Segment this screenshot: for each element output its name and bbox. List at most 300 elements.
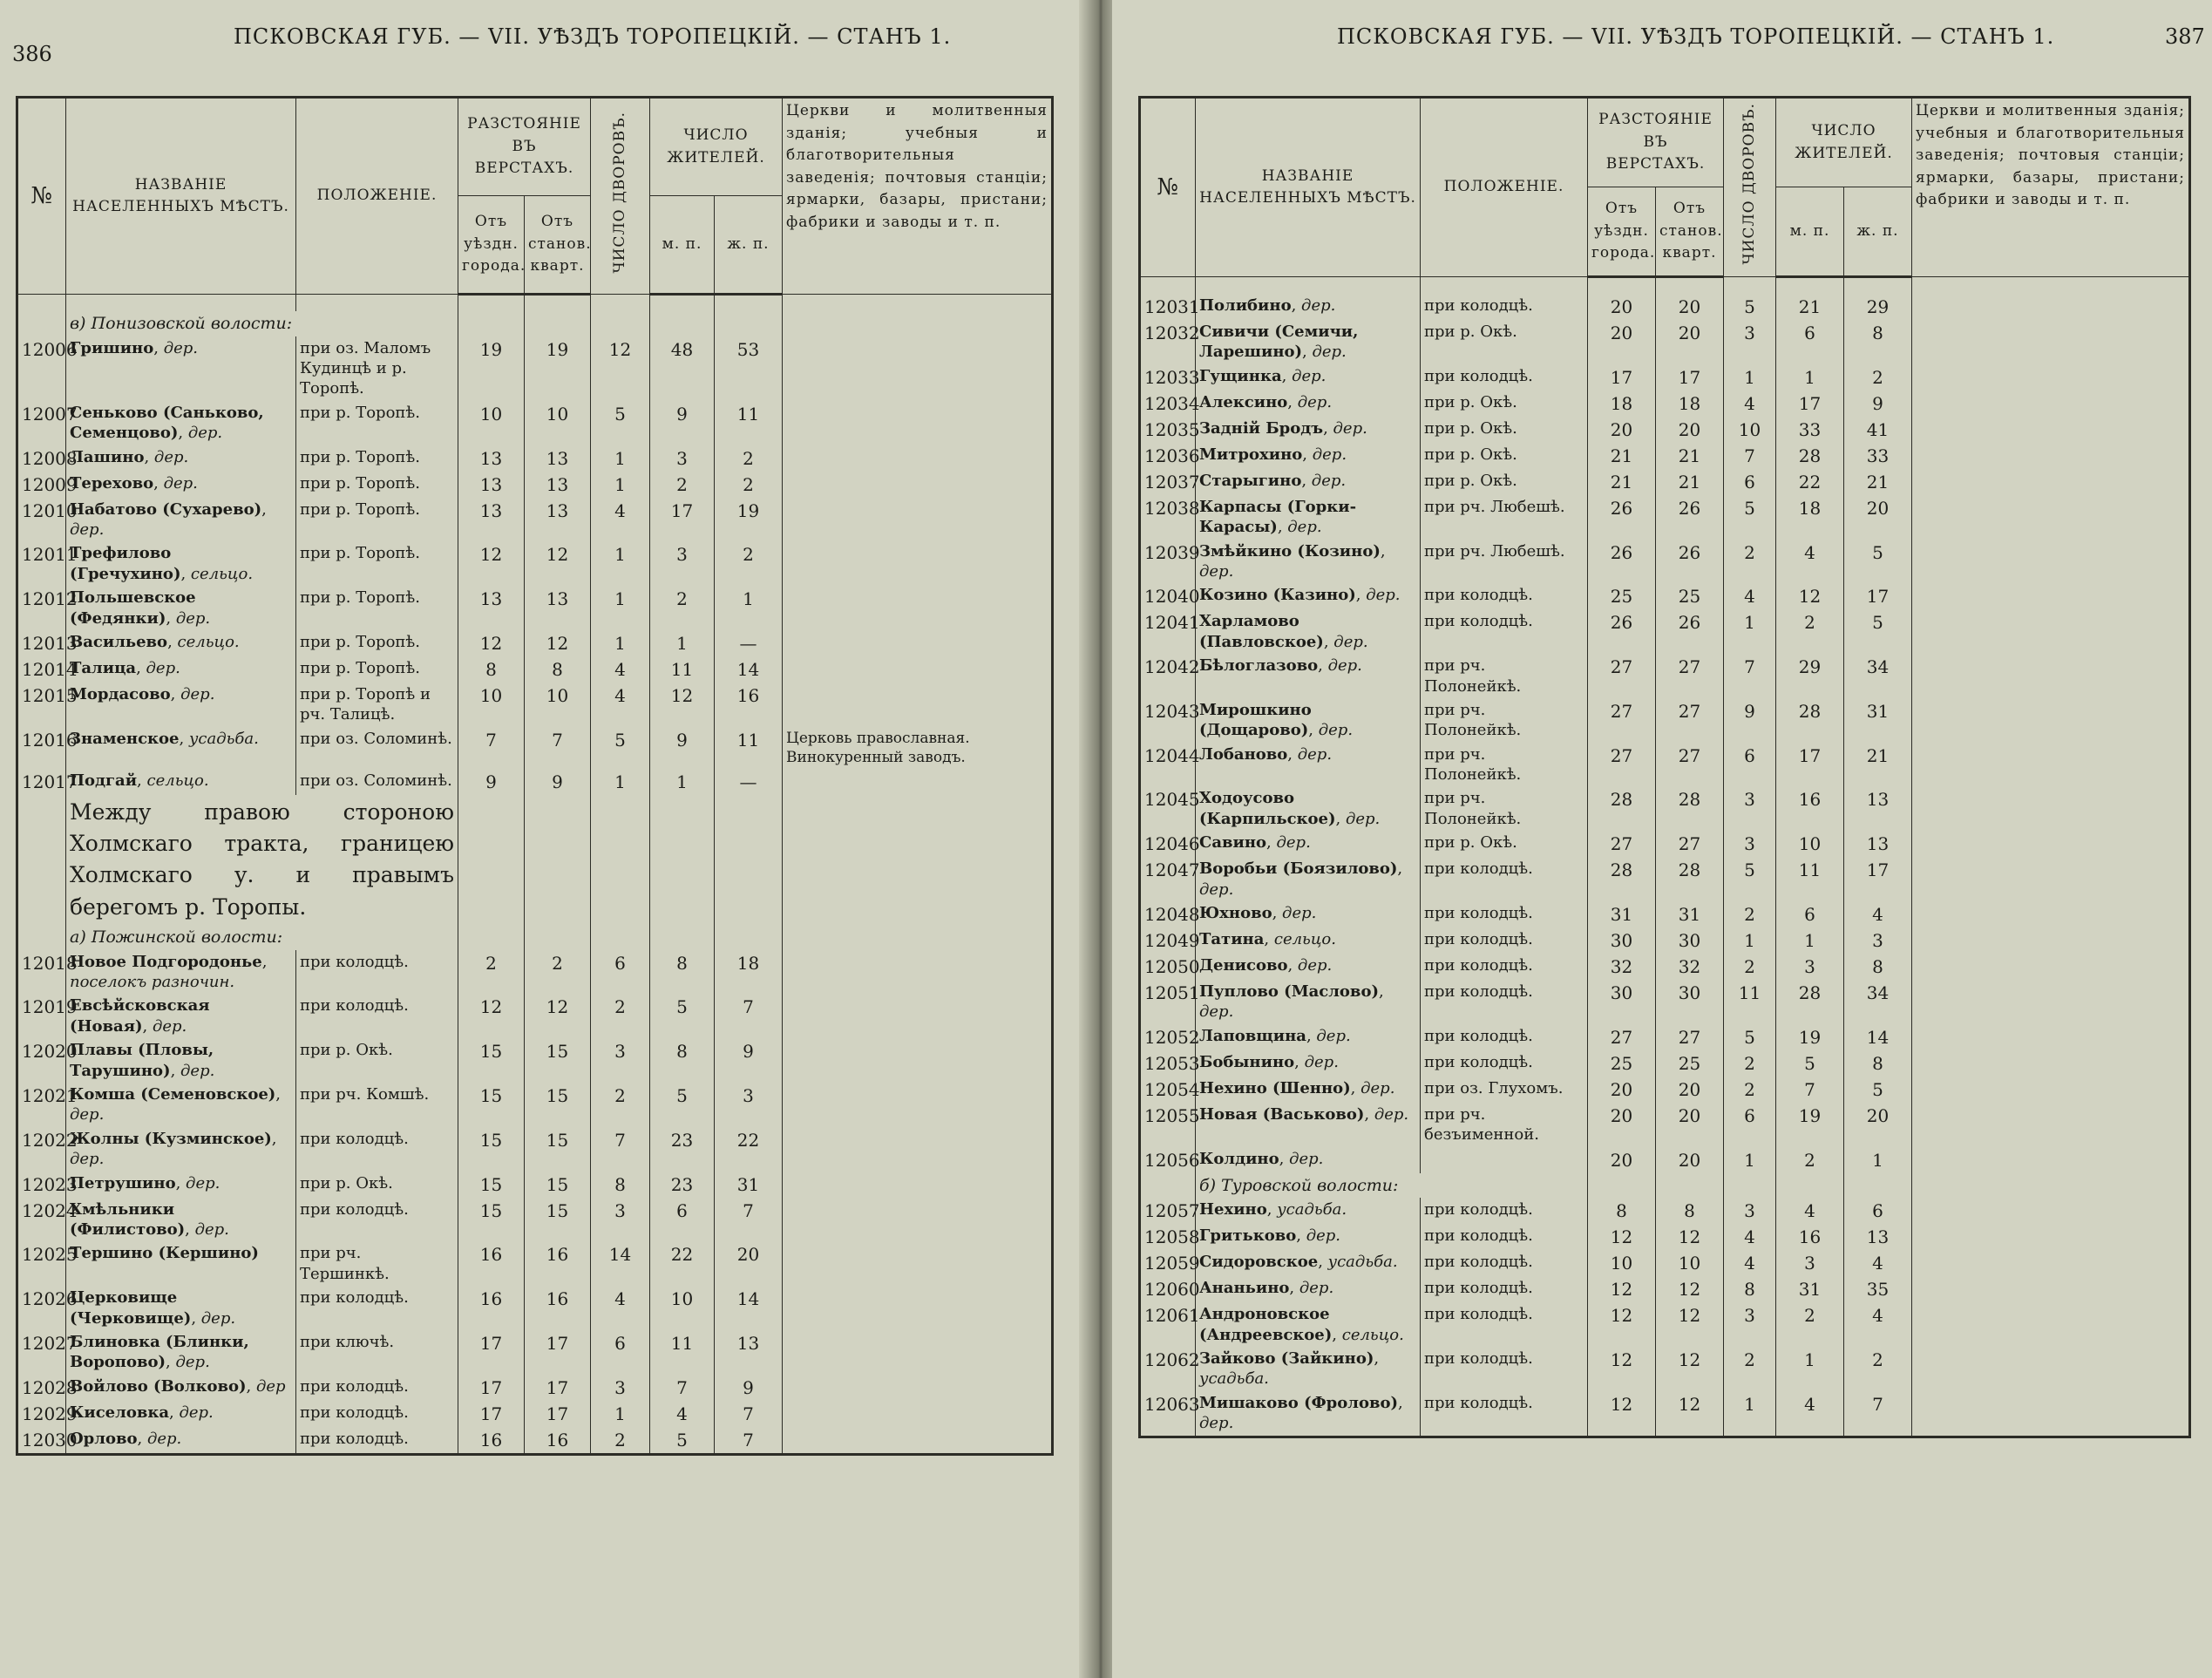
- notes: [1912, 1198, 2190, 1224]
- distance-stan: 28: [1656, 857, 1724, 901]
- female-count: 13: [1844, 831, 1912, 857]
- position: при колодцѣ.: [1421, 294, 1588, 320]
- table-row: [1140, 901, 2190, 927]
- position: при р. Окѣ.: [1421, 417, 1588, 443]
- settlement-type: дер.: [163, 338, 199, 357]
- row-number: 12035: [1140, 417, 1196, 443]
- place-name: [66, 1127, 296, 1172]
- male-count: 1: [1776, 1347, 1844, 1391]
- row-number: 12030: [17, 1427, 66, 1455]
- settlement-type: дер.: [1311, 471, 1347, 490]
- position: при оз. Маломъ Кудинцѣ и р. Торопѣ.: [296, 336, 458, 401]
- empty-cell: [715, 795, 783, 925]
- spacer-row: [1140, 277, 2190, 295]
- yard-count: 2: [591, 1083, 650, 1127]
- male-count: 4: [1776, 540, 1844, 584]
- name-separator: ,: [153, 338, 164, 357]
- table-row: [1140, 583, 2190, 609]
- settlement-type: дер.: [1299, 1279, 1334, 1298]
- empty-cell: [1912, 1173, 2190, 1199]
- col-header-dist-town: Отъ уѣздн. города.: [458, 196, 525, 295]
- position: при р. Окѣ.: [1421, 831, 1588, 857]
- distance-town: 12: [1588, 1276, 1656, 1302]
- distance-town: 12: [458, 541, 525, 586]
- female-count: 13: [715, 1330, 783, 1375]
- yard-count: 3: [1724, 831, 1776, 857]
- yard-count: 2: [1724, 954, 1776, 980]
- place-name-text: Войлово (Волково): [70, 1376, 247, 1396]
- settlement-type: дер.: [200, 1308, 236, 1328]
- distance-town: 21: [1588, 469, 1656, 495]
- notes: Церковь православная. Винокуренный заводъ.: [783, 727, 1053, 769]
- female-count: 17: [1844, 583, 1912, 609]
- empty-cell: [783, 925, 1053, 950]
- place-name: [1196, 469, 1421, 495]
- table-row: [1140, 654, 2190, 698]
- distance-stan: 12: [1656, 1391, 1724, 1437]
- distance-town: 15: [458, 1127, 525, 1172]
- place-name: [66, 1330, 296, 1375]
- distance-town: 30: [1588, 927, 1656, 954]
- position: при колодцѣ.: [1421, 857, 1588, 901]
- place-name-text: Талица: [70, 658, 137, 677]
- male-count: 2: [650, 472, 715, 498]
- settlement-type: сельцо.: [1273, 930, 1336, 949]
- name-separator: ,: [1364, 1104, 1374, 1124]
- running-head: ПСКОВСКАЯ ГУБ. — VII. УѢЗДЪ ТОРОПЕЦКІЙ. — СТАНЪ 1.: [234, 24, 952, 49]
- settlement-type: дер: [255, 1376, 286, 1396]
- spacer-cell: [783, 295, 1053, 312]
- name-separator: ,: [271, 1129, 277, 1148]
- place-name-text: Полибино: [1199, 296, 1292, 315]
- male-count: 4: [1776, 1198, 1844, 1224]
- name-separator: ,: [166, 1353, 176, 1372]
- table-row: [1140, 1250, 2190, 1276]
- settlement-type: дер.: [1297, 392, 1333, 411]
- row-number: 12054: [1140, 1077, 1196, 1103]
- settlement-type: дер.: [1199, 561, 1234, 581]
- table-row: [17, 586, 1053, 630]
- yard-count: 10: [1724, 417, 1776, 443]
- place-name-text: Орлово: [70, 1429, 138, 1448]
- notes: [1912, 743, 2190, 787]
- notes: [1912, 857, 2190, 901]
- yard-count: 7: [1724, 443, 1776, 469]
- table-row: [1140, 1077, 2190, 1103]
- row-number: 12050: [1140, 954, 1196, 980]
- yard-count: 2: [1724, 1077, 1776, 1103]
- place-name-text: Жолны (Кузминское): [70, 1129, 272, 1148]
- yard-count: 4: [591, 683, 650, 727]
- position: при колодцѣ.: [1421, 1050, 1588, 1077]
- yard-count: 3: [1724, 786, 1776, 831]
- name-separator: ,: [1287, 744, 1298, 764]
- row-number: 12048: [1140, 901, 1196, 927]
- position: при рч. Любешѣ.: [1421, 495, 1588, 540]
- distance-stan: 13: [525, 498, 591, 542]
- distance-stan: 21: [1656, 469, 1724, 495]
- distance-town: 16: [458, 1286, 525, 1330]
- position: при р. Торопѣ.: [296, 498, 458, 542]
- distance-town: 20: [1588, 294, 1656, 320]
- table-row: [1140, 1173, 2190, 1199]
- yard-count: 5: [591, 727, 650, 769]
- place-name-text: Карпасы (Горки-Карасы): [1199, 497, 1357, 537]
- position: при колодцѣ.: [296, 1286, 458, 1330]
- position: при колодцѣ.: [1421, 1198, 1588, 1224]
- settlement-type: дер.: [1297, 956, 1333, 975]
- place-name: [66, 1427, 296, 1455]
- name-separator: ,: [1291, 296, 1302, 315]
- distance-stan: 20: [1656, 1103, 1724, 1147]
- notes: [783, 498, 1053, 542]
- section-heading: Между правою стороною Холмскаго тракта, границею Холмскаго у. и правымъ берегомъ р. Торопы.: [66, 795, 458, 925]
- distance-town: 18: [1588, 391, 1656, 417]
- distance-town: 17: [458, 1375, 525, 1401]
- female-count: 8: [1844, 1050, 1912, 1077]
- female-count: 5: [1844, 609, 1912, 654]
- settlement-type: дер.: [1316, 1026, 1351, 1045]
- place-name: [1196, 1250, 1421, 1276]
- spacer-cell: [66, 295, 296, 312]
- spacer-cell: [1776, 277, 1844, 295]
- place-name: [66, 1198, 296, 1242]
- notes: [1912, 1050, 2190, 1077]
- settlement-type: дер.: [1304, 1052, 1339, 1071]
- col-header-distance: РАЗСТОЯНІЕ ВЪ ВЕРСТАХЪ.: [458, 98, 591, 196]
- male-count: 8: [650, 1038, 715, 1083]
- notes: [783, 541, 1053, 586]
- row-number: 12041: [1140, 609, 1196, 654]
- settlement-type: дер.: [175, 1353, 210, 1372]
- spacer-cell: [715, 295, 783, 312]
- register-table: [16, 96, 1054, 1456]
- settlement-type: дер.: [1199, 1002, 1234, 1022]
- female-count: 3: [715, 1083, 783, 1127]
- table-row: [17, 925, 1053, 950]
- row-number: 12006: [17, 336, 66, 401]
- distance-stan: 7: [525, 727, 591, 769]
- row-number: 12058: [1140, 1224, 1196, 1250]
- notes: [1912, 927, 2190, 954]
- position: при колодцѣ.: [1421, 954, 1588, 980]
- settlement-type: дер.: [1318, 721, 1354, 740]
- yard-count: 9: [1724, 698, 1776, 743]
- male-count: 4: [1776, 1391, 1844, 1437]
- name-separator: ,: [1335, 809, 1346, 828]
- yard-count: 4: [1724, 1250, 1776, 1276]
- position: при колодцѣ.: [1421, 1347, 1588, 1391]
- distance-stan: 20: [1656, 417, 1724, 443]
- settlement-type: дер.: [186, 1173, 221, 1192]
- place-name: [1196, 1198, 1421, 1224]
- place-name-text: Евсѣйсковская (Новая): [70, 996, 210, 1036]
- yard-count: 4: [591, 498, 650, 542]
- settlement-type: дер.: [152, 1016, 187, 1036]
- male-count: 3: [1776, 1250, 1844, 1276]
- position: при колодцѣ.: [1421, 583, 1588, 609]
- place-name-text: Ананьино: [1199, 1279, 1290, 1298]
- distance-stan: 27: [1656, 654, 1724, 698]
- name-separator: ,: [1266, 833, 1277, 853]
- place-name: [66, 1401, 296, 1427]
- place-name-text: Сидоровское: [1199, 1253, 1319, 1272]
- distance-town: 17: [1588, 364, 1656, 391]
- place-name: [66, 1172, 296, 1198]
- col-header-notes: Церкви и молитвенныя зданія; учебныя и благотворительныя заведенія; почтовыя станціи; ярмарки, базары, пристани; фабрики и заводы и т. п.: [1912, 98, 2190, 277]
- male-count: 23: [650, 1127, 715, 1172]
- table-row: [1140, 980, 2190, 1024]
- place-name: [66, 630, 296, 656]
- place-name-text: Лаповщина: [1199, 1026, 1306, 1045]
- table-row: [17, 950, 1053, 995]
- place-name-text: Новое Подгородонье: [70, 952, 262, 971]
- distance-town: 28: [1588, 857, 1656, 901]
- table-row: [17, 630, 1053, 656]
- distance-town: 12: [1588, 1224, 1656, 1250]
- col-header-population: ЧИСЛО ЖИТЕЛЕЙ.: [650, 98, 783, 196]
- row-number: 12021: [17, 1083, 66, 1127]
- distance-stan: 30: [1656, 980, 1724, 1024]
- distance-town: 20: [1588, 1147, 1656, 1173]
- place-name-text: Юхново: [1199, 904, 1272, 923]
- female-count: 33: [1844, 443, 1912, 469]
- distance-town: 21: [1588, 443, 1656, 469]
- distance-town: 15: [458, 1083, 525, 1127]
- place-name-text: Харламово (Павловское): [1199, 612, 1324, 651]
- position: при колодцѣ.: [1421, 927, 1588, 954]
- volost-heading: б) Туровской волости:: [1196, 1173, 1588, 1199]
- empty-cell: [1588, 1173, 1656, 1199]
- settlement-type: усадьба.: [1199, 1369, 1269, 1389]
- distance-town: 13: [458, 498, 525, 542]
- distance-town: 27: [1588, 698, 1656, 743]
- place-name-text: Мирошкино (Дощарово): [1199, 700, 1312, 740]
- male-count: 3: [650, 445, 715, 472]
- position: при рч. безъименной.: [1421, 1103, 1588, 1147]
- name-separator: ,: [179, 729, 189, 748]
- place-name: [66, 769, 296, 795]
- yard-count: 5: [591, 401, 650, 445]
- place-name-text: Нехино: [1199, 1200, 1267, 1219]
- distance-stan: 12: [1656, 1276, 1724, 1302]
- distance-stan: 9: [525, 769, 591, 795]
- row-number: 12033: [1140, 364, 1196, 391]
- name-separator: ,: [185, 1219, 195, 1239]
- place-name: [1196, 294, 1421, 320]
- female-count: 31: [1844, 698, 1912, 743]
- male-count: 28: [1776, 443, 1844, 469]
- distance-stan: 12: [1656, 1224, 1724, 1250]
- place-name-text: Васильево: [70, 632, 168, 651]
- name-separator: ,: [1374, 1349, 1380, 1369]
- place-name-text: Зайково (Зайкино): [1199, 1349, 1374, 1369]
- male-count: 29: [1776, 654, 1844, 698]
- col-header-name: НАЗВАНІЕ НАСЕЛЕННЫХЪ МѢСТЪ.: [1196, 98, 1421, 277]
- empty-cell: [591, 925, 650, 950]
- table-row: [1140, 364, 2190, 391]
- row-number: 12042: [1140, 654, 1196, 698]
- position: при колодцѣ.: [296, 950, 458, 995]
- col-header-name: НАЗВАНІЕ НАСЕЛЕННЫХЪ МѢСТЪ.: [66, 98, 296, 295]
- male-count: 1: [1776, 927, 1844, 954]
- table-body: [17, 295, 1053, 1455]
- male-count: 12: [1776, 583, 1844, 609]
- row-number: 12014: [17, 656, 66, 683]
- distance-town: 10: [1588, 1250, 1656, 1276]
- row-number: 12052: [1140, 1024, 1196, 1050]
- female-count: 20: [1844, 1103, 1912, 1147]
- distance-stan: 13: [525, 445, 591, 472]
- male-count: 5: [1776, 1050, 1844, 1077]
- name-separator: ,: [1294, 1052, 1305, 1071]
- place-name-text: Ходоусово (Карпильское): [1199, 789, 1336, 828]
- position: при рч. Тершинкѣ.: [296, 1241, 458, 1286]
- male-count: 10: [650, 1286, 715, 1330]
- female-count: 20: [1844, 495, 1912, 540]
- place-name: [1196, 698, 1421, 743]
- place-name-text: Гущинка: [1199, 366, 1282, 385]
- notes: [783, 656, 1053, 683]
- yard-count: 4: [1724, 1224, 1776, 1250]
- place-name: [1196, 1147, 1421, 1173]
- female-count: 18: [715, 950, 783, 995]
- spacer-cell: [1140, 277, 1196, 295]
- position: при колодцѣ.: [1421, 1302, 1588, 1347]
- settlement-type: дер.: [70, 520, 105, 540]
- empty-cell: [17, 925, 66, 950]
- col-header-dist-town: Отъ уѣздн. города.: [1588, 187, 1656, 277]
- row-number: 12055: [1140, 1103, 1196, 1147]
- place-name-text: Подгай: [70, 771, 138, 790]
- notes: [783, 1427, 1053, 1455]
- yard-count: 7: [591, 1127, 650, 1172]
- table-row: [1140, 294, 2190, 320]
- empty-cell: [17, 311, 66, 336]
- row-number: 12010: [17, 498, 66, 542]
- row-number: 12037: [1140, 469, 1196, 495]
- position: при колодцѣ.: [296, 1127, 458, 1172]
- place-name: [66, 656, 296, 683]
- yard-count: 12: [591, 336, 650, 401]
- notes: [1912, 1147, 2190, 1173]
- name-separator: ,: [1306, 1026, 1317, 1045]
- male-count: 6: [1776, 901, 1844, 927]
- place-name: [1196, 1224, 1421, 1250]
- empty-cell: [783, 795, 1053, 925]
- name-separator: ,: [1272, 904, 1283, 923]
- distance-town: 31: [1588, 901, 1656, 927]
- name-separator: ,: [1380, 541, 1386, 560]
- position: при рч. Комшѣ.: [296, 1083, 458, 1127]
- col-header-female: ж. п.: [1844, 187, 1912, 277]
- table-row: [17, 311, 1053, 336]
- position: при колодцѣ.: [1421, 901, 1588, 927]
- place-name: [1196, 954, 1421, 980]
- table-row: [17, 1427, 1053, 1455]
- position: при колодцѣ.: [296, 1401, 458, 1427]
- female-count: 35: [1844, 1276, 1912, 1302]
- position: при р. Торопѣ.: [296, 401, 458, 445]
- name-separator: ,: [1323, 418, 1333, 438]
- place-name: [66, 1083, 296, 1127]
- spacer-cell: [1656, 277, 1724, 295]
- notes: [1912, 1276, 2190, 1302]
- name-separator: ,: [170, 684, 181, 703]
- yard-count: 1: [591, 586, 650, 630]
- table-row: [17, 1083, 1053, 1127]
- table-row: [17, 1375, 1053, 1401]
- male-count: 28: [1776, 698, 1844, 743]
- notes: [1912, 1347, 2190, 1391]
- place-name-text: Трефилово (Гречухино): [70, 544, 181, 583]
- empty-cell: [1724, 1173, 1776, 1199]
- notes: [1912, 495, 2190, 540]
- empty-cell: [1656, 1173, 1724, 1199]
- yard-count: 6: [1724, 469, 1776, 495]
- female-count: —: [715, 630, 783, 656]
- yard-count: 5: [1724, 857, 1776, 901]
- female-count: 34: [1844, 980, 1912, 1024]
- notes: [1912, 294, 2190, 320]
- distance-stan: 27: [1656, 831, 1724, 857]
- distance-town: 19: [458, 336, 525, 401]
- row-number: 12053: [1140, 1050, 1196, 1077]
- notes: [783, 1083, 1053, 1127]
- notes: [1912, 1103, 2190, 1147]
- table-row: [1140, 786, 2190, 831]
- female-count: 7: [715, 1198, 783, 1242]
- position: при р. Окѣ.: [296, 1038, 458, 1083]
- place-name: [66, 472, 296, 498]
- notes: [1912, 786, 2190, 831]
- empty-cell: [783, 311, 1053, 336]
- distance-town: 10: [458, 683, 525, 727]
- spacer-cell: [1196, 277, 1421, 295]
- male-count: 33: [1776, 417, 1844, 443]
- table-row: [17, 401, 1053, 445]
- distance-stan: 13: [525, 586, 591, 630]
- yard-count: 3: [591, 1375, 650, 1401]
- distance-town: 25: [1588, 1050, 1656, 1077]
- table-row: [1140, 443, 2190, 469]
- name-separator: ,: [1277, 518, 1288, 537]
- distance-stan: 17: [525, 1401, 591, 1427]
- empty-cell: [17, 795, 66, 925]
- distance-town: 17: [458, 1330, 525, 1375]
- distance-town: 32: [1588, 954, 1656, 980]
- male-count: 19: [1776, 1024, 1844, 1050]
- row-number: 12027: [17, 1330, 66, 1375]
- name-separator: ,: [167, 632, 178, 651]
- settlement-type: дер.: [70, 1150, 105, 1169]
- name-separator: ,: [275, 1084, 282, 1104]
- table-row: [17, 795, 1053, 925]
- notes: [1912, 1391, 2190, 1437]
- settlement-type: дер.: [180, 1061, 215, 1080]
- col-header-male: м. п.: [650, 196, 715, 295]
- settlement-type: дер.: [1345, 809, 1381, 828]
- female-count: 17: [1844, 857, 1912, 901]
- distance-stan: 2: [525, 950, 591, 995]
- yard-count: 2: [591, 994, 650, 1038]
- empty-cell: [650, 925, 715, 950]
- notes: [1912, 609, 2190, 654]
- distance-town: 26: [1588, 609, 1656, 654]
- distance-town: 26: [1588, 540, 1656, 584]
- distance-stan: 20: [1656, 1147, 1724, 1173]
- female-count: 2: [1844, 364, 1912, 391]
